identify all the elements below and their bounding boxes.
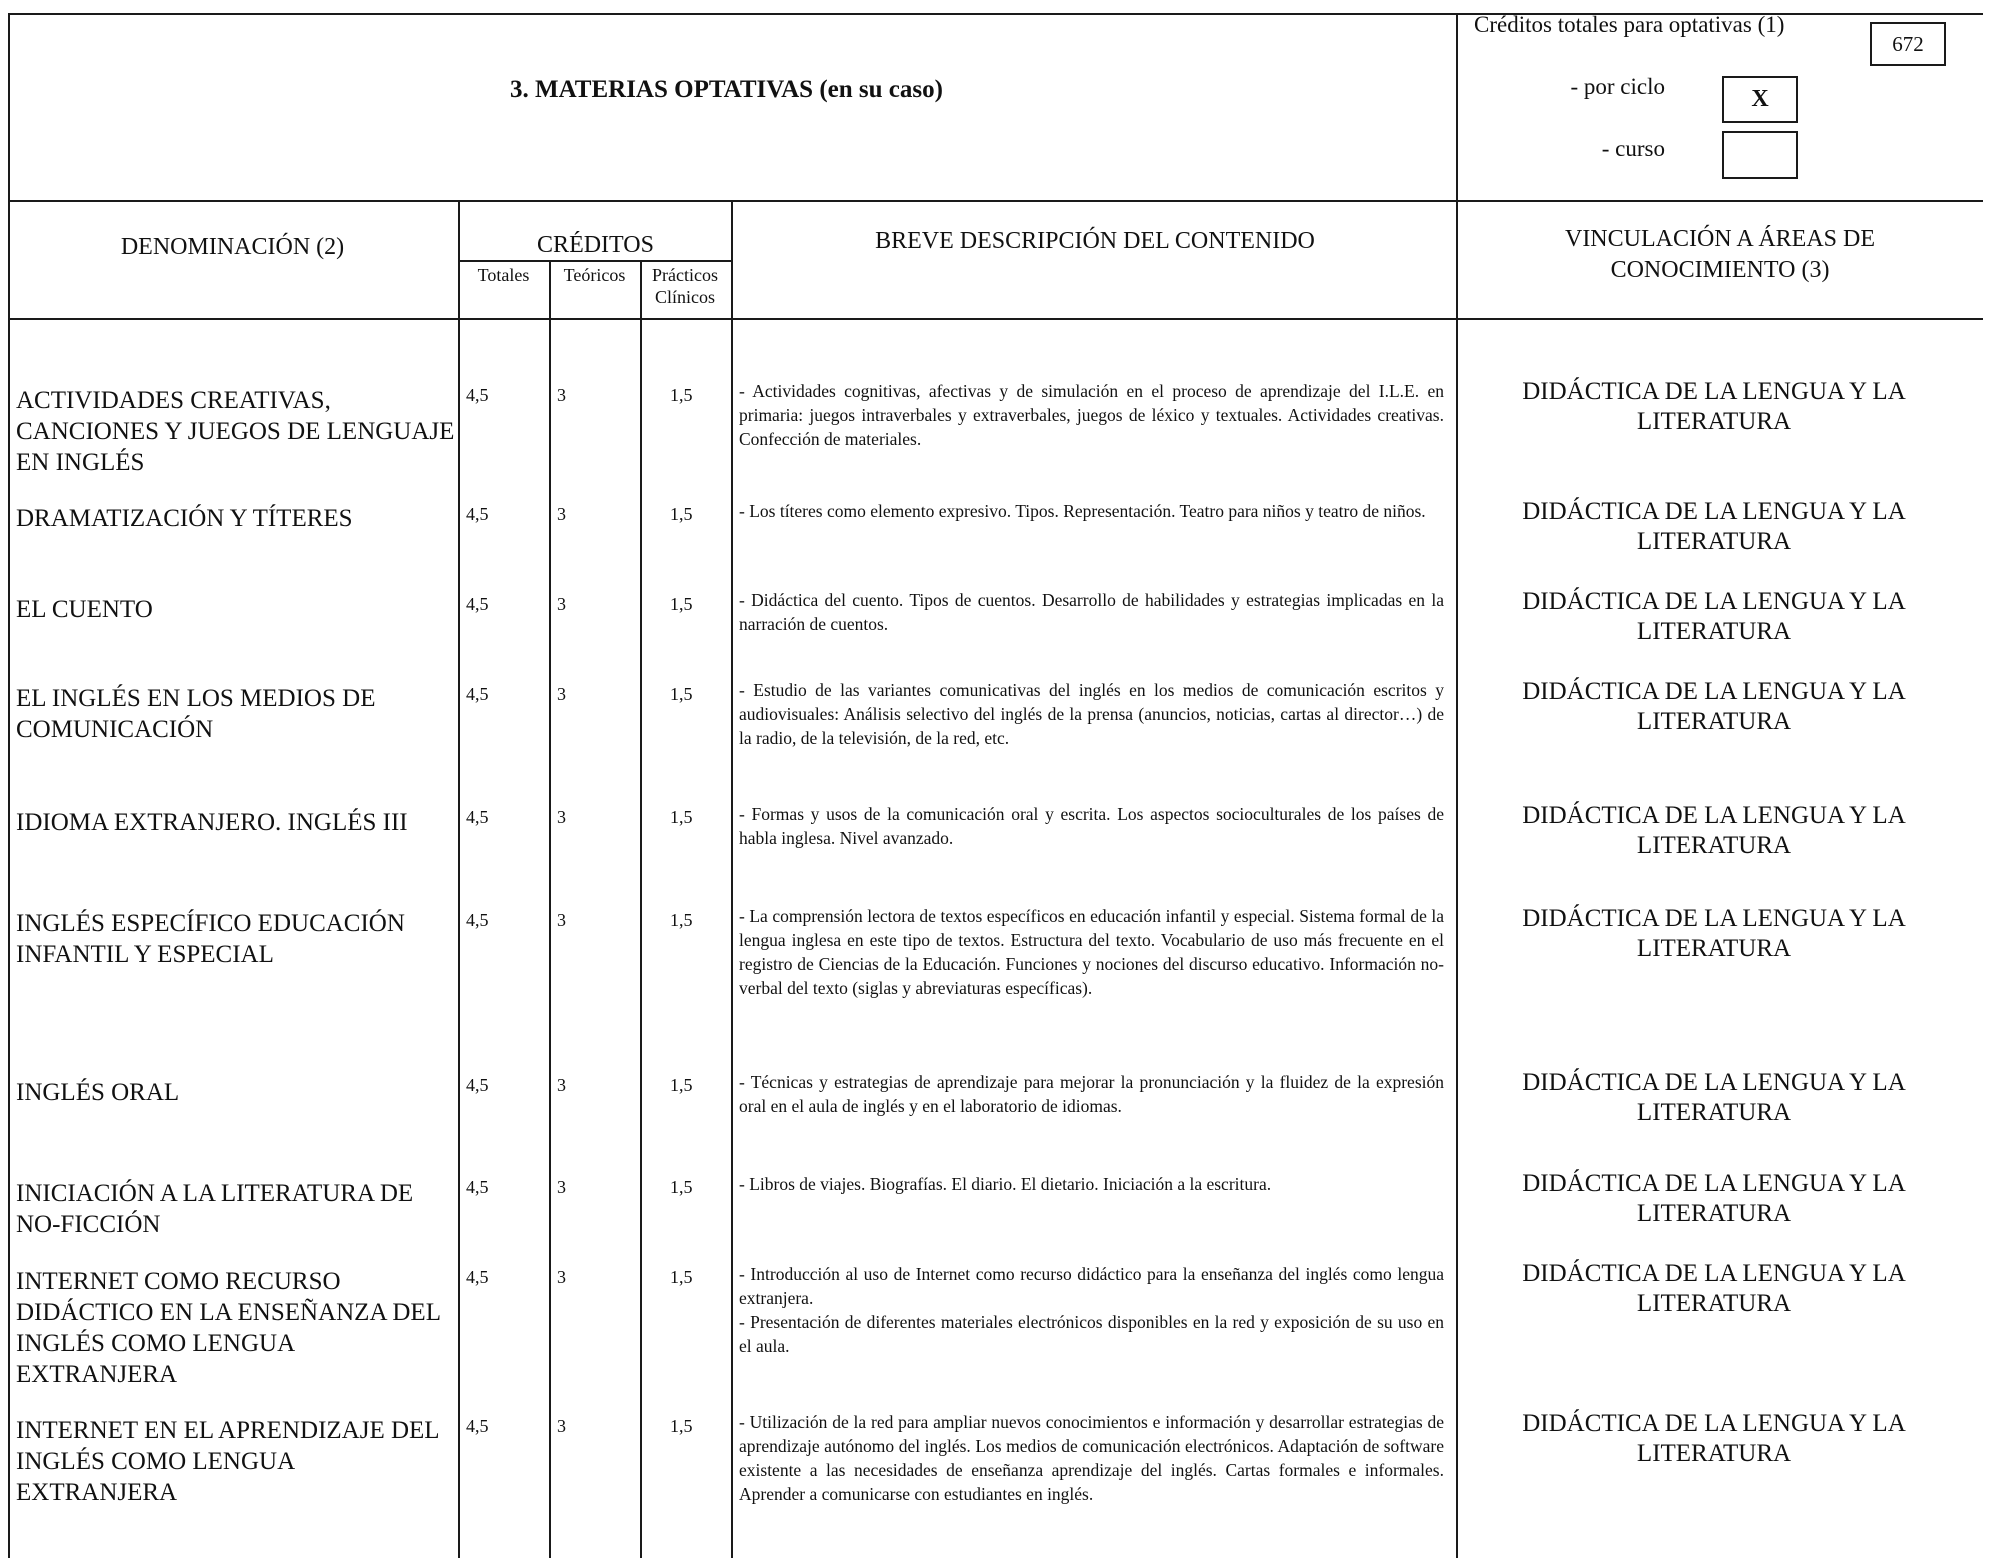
row-3-teoricos: 3 [557,684,566,704]
row-6-practicos: 1,5 [670,1075,693,1095]
row-6-teoricos: 3 [557,1075,566,1095]
row-5-teoricos: 3 [557,910,566,930]
row-3-practicos: 1,5 [670,684,693,704]
row-1-teoricos: 3 [557,504,566,524]
row-0-practicos: 1,5 [670,385,693,405]
row-1-name: DRAMATIZACIÓN Y TÍTERES [16,505,353,532]
row-5-area: DIDÁCTICA DE LA LENGUA Y LA LITERATURA [1522,905,1906,962]
row-2-practicos: 1,5 [670,594,693,614]
column-divider-4 [731,200,733,1558]
page-title: 3. MATERIAS OPTATIVAS (en su caso) [510,76,943,103]
row-3-name: EL INGLÉS EN LOS MEDIOS DE COMUNICACIÓN [16,685,376,743]
row-0-teoricos: 3 [557,385,566,405]
row-8-description: - Introducción al uso de Internet como recurso didáctico para la enseñanza del inglés como lengua extranjera. - Presentación de diferentes materiales electrónicos disponibles en la red y exposición de su uso en el aula. [739,1264,1444,1356]
row-8-area: DIDÁCTICA DE LA LENGUA Y LA LITERATURA [1522,1260,1906,1317]
row-9-totales: 4,5 [466,1416,489,1436]
column-divider-2 [549,260,551,1558]
curso-box [1722,131,1798,179]
row-8-teoricos: 3 [557,1267,566,1287]
curso-label: - curso [1601,136,1665,161]
column-divider-1 [458,200,460,1558]
row-1-description: - Los títeres como elemento expresivo. Tipos. Representación. Teatro para niños y teatro de niños. [739,501,1426,521]
row-8-name: INTERNET COMO RECURSO DIDÁCTICO EN LA ENSEÑANZA DEL INGLÉS COMO LENGUA EXTRANJERA [16,1268,441,1388]
col-header-creditos: CRÉDITOS [537,232,654,258]
row-3-description: - Estudio de las variantes comunicativas del inglés en los medios de comunicación escritos y audiovisuales: Análisis selectivo del inglés de la prensa (anuncios, noticias, cartas al director…) de la radio, de la televisión, de la red, etc. [739,680,1444,748]
row-0-name: ACTIVIDADES CREATIVAS, CANCIONES Y JUEGOS DE LENGUAJE EN INGLÉS [16,387,455,476]
row-4-teoricos: 3 [557,807,566,827]
row-5-name: INGLÉS ESPECÍFICO EDUCACIÓN INFANTIL Y ESPECIAL [16,910,405,968]
row-7-teoricos: 3 [557,1177,566,1197]
row-2-teoricos: 3 [557,594,566,614]
total-credits-value: 672 [1892,31,1924,56]
col-header-vinculacion: VINCULACIÓN A ÁREAS DE CONOCIMIENTO (3) [1564,226,1875,283]
row-7-name: INICIACIÓN A LA LITERATURA DE NO-FICCIÓN [16,1180,414,1238]
row-2-totales: 4,5 [466,594,489,614]
por-ciclo-label: - por ciclo [1570,74,1665,99]
column-divider-3 [640,260,642,1558]
row-7-totales: 4,5 [466,1177,489,1197]
col-header-teoricos: Teóricos [563,265,626,285]
row-9-teoricos: 3 [557,1416,566,1436]
row-8-practicos: 1,5 [670,1267,693,1287]
row-9-area: DIDÁCTICA DE LA LENGUA Y LA LITERATURA [1522,1410,1906,1467]
table-border-left [8,13,10,1558]
row-7-practicos: 1,5 [670,1177,693,1197]
row-7-area: DIDÁCTICA DE LA LENGUA Y LA LITERATURA [1522,1170,1906,1227]
row-9-practicos: 1,5 [670,1416,693,1436]
row-6-totales: 4,5 [466,1075,489,1095]
row-1-practicos: 1,5 [670,504,693,524]
row-6-description: - Técnicas y estrategias de aprendizaje para mejorar la pronunciación y la fluidez de la expresión oral en el aula de inglés y en el laboratorio de idiomas. [739,1072,1444,1116]
col-header-descripcion: BREVE DESCRIPCIÓN DEL CONTENIDO [875,228,1315,254]
row-0-area: DIDÁCTICA DE LA LENGUA Y LA LITERATURA [1522,378,1906,435]
row-4-name: IDIOMA EXTRANJERO. INGLÉS III [16,809,408,836]
row-0-description: - Actividades cognitivas, afectivas y de simulación en el proceso de aprendizaje del I.L.E. en primaria: juegos intraverbales y extraverbales, juegos de léxico y textuales. Actividades creativas. Confección de materiales. [739,381,1444,449]
col-header-totales: Totales [477,265,530,285]
row-1-area: DIDÁCTICA DE LA LENGUA Y LA LITERATURA [1522,498,1906,555]
row-7-description: - Libros de viajes. Biografías. El diario. El dietario. Iniciación a la escritura. [739,1174,1272,1194]
header-divider [8,200,1983,202]
row-4-totales: 4,5 [466,807,489,827]
total-credits-label: Créditos totales para optativas (1) [1474,12,1785,37]
col-header-denominacion: DENOMINACIÓN (2) [120,234,345,260]
row-2-description: - Didáctica del cuento. Tipos de cuentos. Desarrollo de habilidades y estrategias implicadas en la narración de cuentos. [739,590,1444,634]
row-8-totales: 4,5 [466,1267,489,1287]
row-5-description: - La comprensión lectora de textos específicos en educación infantil y especial. Sistema formal de la lengua inglesa en este tipo de textos. Estructura del texto. Vocabulario de uso más frecuente en el registro de Ciencias de la Educación. Funciones y nociones del discurso educativo. Información no-verbal del texto (siglas y abreviaturas específicas). [739,906,1444,998]
row-3-area: DIDÁCTICA DE LA LENGUA Y LA LITERATURA [1522,678,1906,735]
row-4-area: DIDÁCTICA DE LA LENGUA Y LA LITERATURA [1522,802,1906,859]
row-2-name: EL CUENTO [16,596,153,623]
column-header-divider [8,318,1983,320]
row-9-name: INTERNET EN EL APRENDIZAJE DEL INGLÉS COMO LENGUA EXTRANJERA [16,1417,439,1506]
por-ciclo-value: X [1751,86,1769,112]
por-ciclo-box [1722,76,1798,123]
row-4-description: - Formas y usos de la comunicación oral y escrita. Los aspectos socioculturales de los países de habla inglesa. Nivel avanzado. [739,804,1444,848]
row-0-totales: 4,5 [466,385,489,405]
row-3-totales: 4,5 [466,684,489,704]
column-divider-5 [1456,13,1458,1558]
row-5-practicos: 1,5 [670,910,693,930]
row-6-name: INGLÉS ORAL [16,1079,180,1106]
row-5-totales: 4,5 [466,910,489,930]
col-header-practicos: Prácticos Clínicos [652,265,718,307]
row-9-description: - Utilización de la red para ampliar nuevos conocimientos e información y desarrollar estrategias de aprendizaje autónomo del inglés. Los medios de comunicación electrónicos. Adaptación de software existente a las necesidades de enseñanza aprendizaje del inglés. Cartas formales e informales. Aprender a comunicarse con estudiantes en inglés. [739,1412,1444,1504]
total-credits-box [1870,22,1946,66]
row-6-area: DIDÁCTICA DE LA LENGUA Y LA LITERATURA [1522,1069,1906,1126]
row-1-totales: 4,5 [466,504,489,524]
row-2-area: DIDÁCTICA DE LA LENGUA Y LA LITERATURA [1522,588,1906,645]
row-4-practicos: 1,5 [670,807,693,827]
